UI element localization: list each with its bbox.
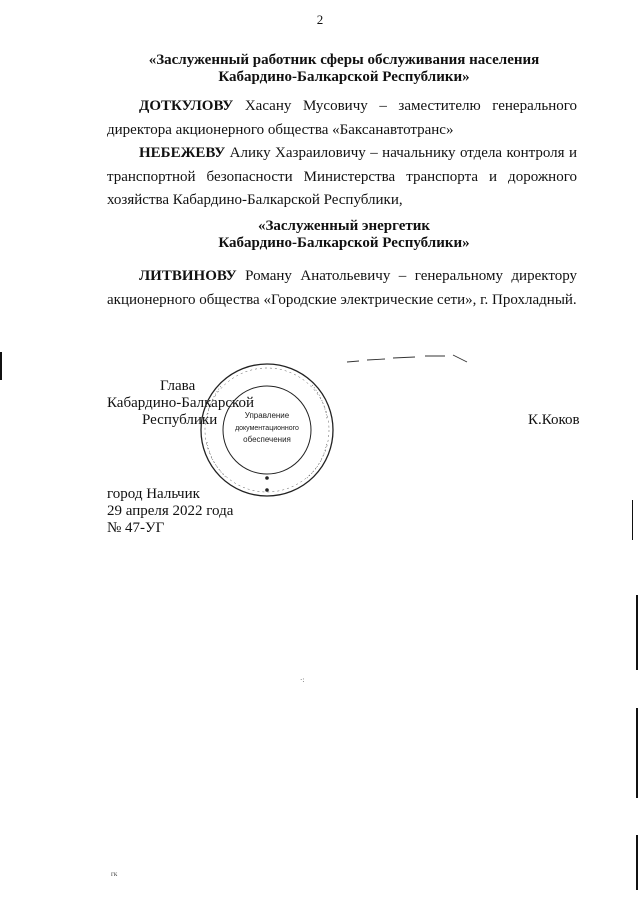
handwritten-signature [345, 350, 475, 368]
scan-margin-mark [636, 708, 638, 798]
award-title-service-worker [0, 52, 640, 86]
scan-margin-mark [0, 352, 2, 380]
award-title-energy-worker [0, 218, 640, 252]
recipient-surname: ЛИТВИНОВУ [139, 268, 237, 284]
recipient-surname: ДОТКУЛОВУ [139, 98, 234, 114]
signatory-title-line: Республики [142, 412, 218, 428]
award-title-line: «Заслуженный энергетик [257, 218, 431, 234]
seal-inner-text: документационного [235, 425, 299, 432]
seal-inner-text: Управление [244, 411, 290, 420]
award-title-line: Кабардино-Балкарской Республики» [218, 235, 470, 251]
recipient-paragraph [107, 265, 577, 312]
award-title-line: «Заслуженный работник сферы обслуживания населения [148, 52, 540, 68]
official-seal [197, 360, 337, 500]
recipient-details: Хасану Мусовичу – заместителю генерального директора акционерного общества «Баксанавтотранс» [107, 98, 577, 138]
footer-number: № 47-УГ [107, 520, 165, 536]
stray-scan-mark: гк [111, 870, 118, 878]
footer-date: 29 апреля 2022 года [107, 503, 234, 519]
award-title-line: Кабардино-Балкарской Республики» [218, 69, 470, 85]
seal-inner-text: обеспечения [243, 435, 291, 444]
recipient-paragraph [107, 95, 577, 142]
scan-margin-mark [632, 500, 633, 540]
page-number: 2 [316, 12, 324, 27]
scan-margin-mark [636, 835, 638, 890]
recipient-details: Роману Анатольевичу – генеральному директору акционерного общества «Городские электрические сети», г. Прохладный. [107, 268, 577, 308]
recipient-paragraph [107, 142, 577, 213]
footer-city: город Нальчик [107, 486, 200, 502]
signatory-title-line: Глава [160, 378, 196, 394]
document-footer [107, 486, 233, 537]
signatory-title-line: Кабардино-Балкарской [107, 395, 255, 411]
scan-margin-mark [636, 595, 638, 670]
recipient-details: Алику Хазраиловичу – начальнику отдела контроля и транспортной безопасности Министерства транспорта и дорожного хозяйства Кабардино-Балкарской Республики, [107, 145, 577, 208]
stray-scan-mark: ·: [300, 676, 305, 684]
signatory-name: К.Коков [528, 412, 580, 428]
recipient-surname: НЕБЕЖЕВУ [139, 145, 226, 161]
